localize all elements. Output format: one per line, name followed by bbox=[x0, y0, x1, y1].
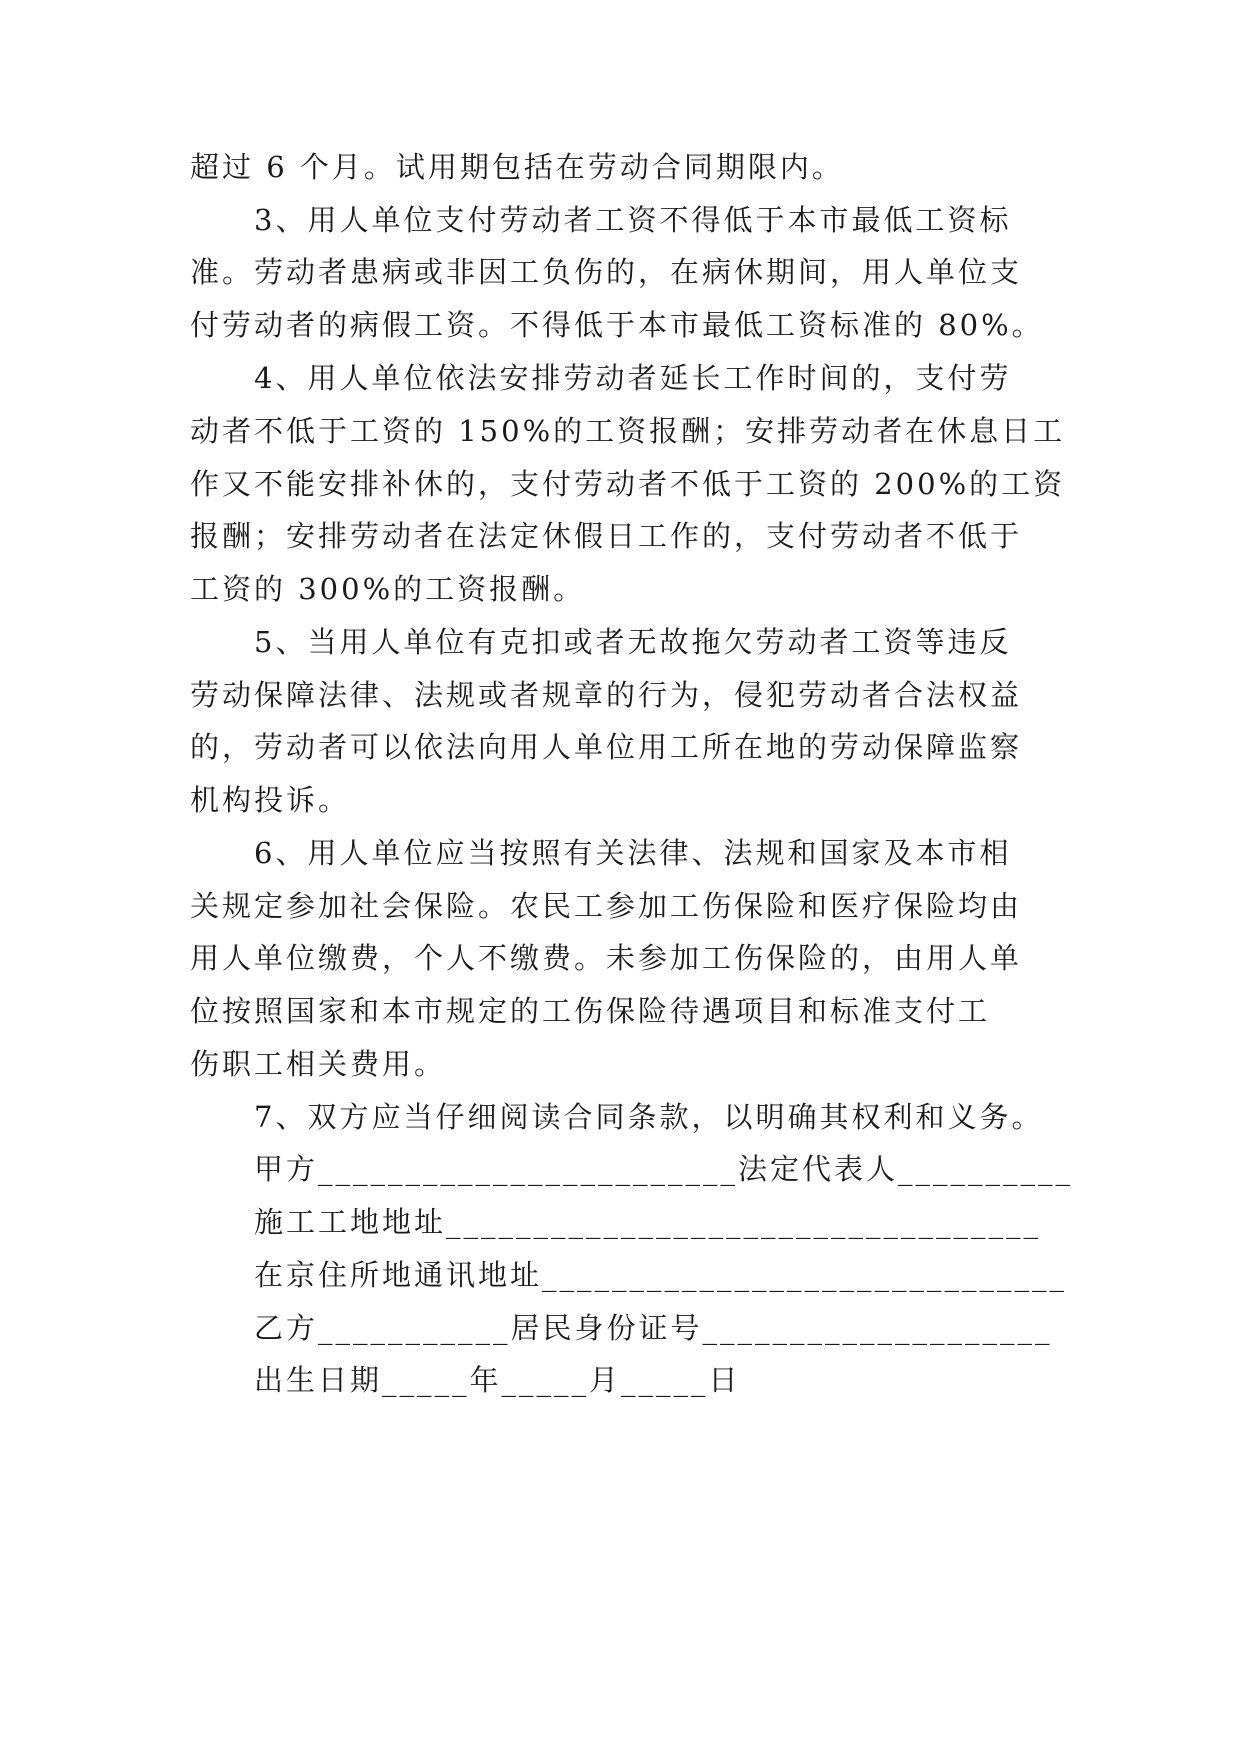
text-line: 伤职工相关费用。 bbox=[190, 1047, 447, 1081]
text-line: 工资的 300%的工资报酬。 bbox=[190, 572, 586, 606]
party-a-field: 甲方________________________法定代表人__________ bbox=[254, 1152, 1074, 1186]
birth-date-field: 出生日期_____年_____月_____日 bbox=[254, 1363, 741, 1397]
text-line: 劳动保障法律、法规或者规章的行为，侵犯劳动者合法权益 bbox=[190, 678, 1023, 712]
text-line: 位按照国家和本市规定的工伤保险待遇项目和标准支付工 bbox=[190, 994, 991, 1028]
text-line: 动者不低于工资的 150%的工资报酬；安排劳动者在休息日工 bbox=[190, 414, 1066, 448]
text-line: 用人单位缴费，个人不缴费。未参加工伤保险的，由用人单 bbox=[190, 941, 1023, 975]
text-line: 报酬；安排劳动者在法定休假日工作的，支付劳动者不低于 bbox=[190, 519, 1023, 553]
site-address-field: 施工工地地址__________________________________ bbox=[254, 1205, 1042, 1239]
beijing-address-field: 在京住所地通讯地址______________________________ bbox=[254, 1258, 1068, 1292]
text-line: 超过 6 个月。试用期包括在劳动合同期限内。 bbox=[190, 150, 844, 184]
clause-5-line: 5、当用人单位有克扣或者无故拖欠劳动者工资等违反 bbox=[254, 625, 1012, 659]
text-line: 关规定参加社会保险。农民工参加工伤保险和医疗保险均由 bbox=[190, 889, 1023, 923]
clause-7-line: 7、双方应当仔细阅读合同条款，以明确其权利和义务。 bbox=[254, 1100, 1044, 1134]
text-line: 付劳动者的病假工资。不得低于本市最低工资标准的 80%。 bbox=[190, 308, 1044, 342]
text-line: 准。劳动者患病或非因工负伤的，在病休期间，用人单位支 bbox=[190, 255, 1023, 289]
clause-6-line: 6、用人单位应当按照有关法律、法规和国家及本市相 bbox=[254, 836, 1012, 870]
party-b-field: 乙方___________居民身份证号____________________ bbox=[254, 1311, 1053, 1345]
clause-3-line: 3、用人单位支付劳动者工资不得低于本市最低工资标 bbox=[254, 203, 1012, 237]
text-line: 作又不能安排补休的，支付劳动者不低于工资的 200%的工资 bbox=[190, 467, 1066, 501]
text-line: 的，劳动者可以依法向用人单位用工所在地的劳动保障监察 bbox=[190, 730, 1023, 764]
text-line: 机构投诉。 bbox=[190, 783, 351, 817]
clause-4-line: 4、用人单位依法安排劳动者延长工作时间的，支付劳 bbox=[254, 361, 1012, 395]
